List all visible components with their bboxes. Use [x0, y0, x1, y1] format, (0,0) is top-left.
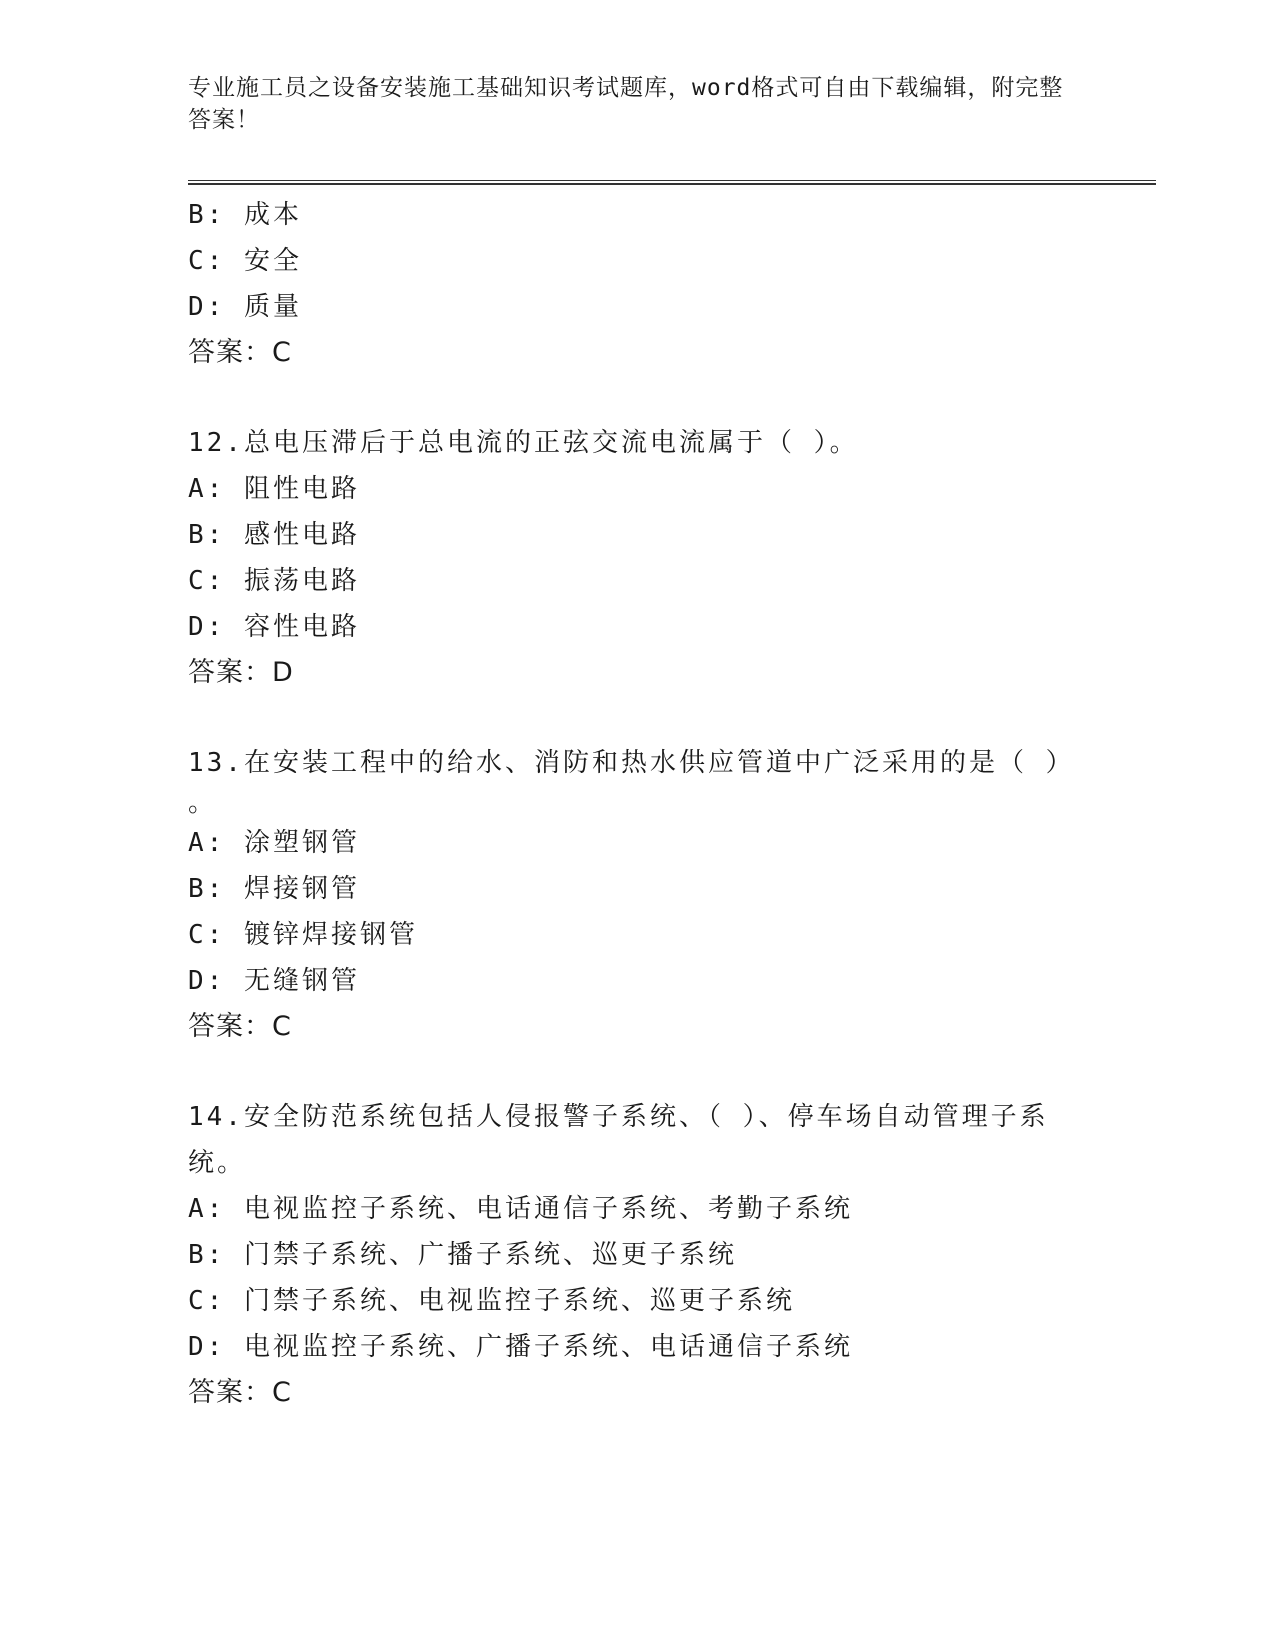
option-b: B: 成本: [188, 200, 302, 230]
option-d: D: 质量: [188, 292, 302, 322]
question-11-tail: [188, 192, 1068, 376]
option-b: B: 焊接钢管: [188, 874, 360, 904]
option-a: A: 涂塑钢管: [188, 828, 360, 858]
question-13: [188, 740, 1075, 1050]
option-d: D: 容性电路: [188, 612, 360, 642]
option-a: A: 电视监控子系统、电话通信子系统、考勤子系统: [188, 1194, 853, 1224]
option-c: C: 镀锌焊接钢管: [188, 920, 418, 950]
question-stem: 13.在安装工程中的给水、消防和热水供应管道中广泛采用的是（ ）: [188, 748, 1075, 778]
question-stem: 14.安全防范系统包括人侵报警子系统、（ ）、停车场自动管理子系: [188, 1102, 1049, 1132]
option-d: D: 电视监控子系统、广播子系统、电话通信子系统: [188, 1332, 853, 1362]
option-b: B: 感性电路: [188, 520, 360, 550]
document-header: 专业施工员之设备安装施工基础知识考试题库，word格式可自由下载编辑，附完整答案！: [188, 75, 1064, 133]
answer: 答案：D: [188, 657, 294, 688]
question-list: [188, 192, 1075, 1416]
header-divider: [188, 180, 1156, 185]
question-stem-continued: 统。: [188, 1148, 247, 1178]
question-stem-continued: 。: [188, 788, 218, 818]
question-stem: 12.总电压滞后于总电流的正弦交流电流属于（ ）。: [188, 428, 859, 458]
question-12: [188, 420, 1068, 696]
option-c: C: 安全: [188, 246, 302, 276]
option-a: A: 阻性电路: [188, 474, 360, 504]
option-b: B: 门禁子系统、广播子系统、巡更子系统: [188, 1240, 737, 1270]
answer: 答案：C: [188, 337, 292, 368]
answer: 答案：C: [188, 1011, 292, 1042]
answer: 答案：C: [188, 1377, 292, 1408]
option-d: D: 无缝钢管: [188, 966, 360, 996]
option-c: C: 振荡电路: [188, 566, 360, 596]
question-14: [188, 1094, 1068, 1416]
option-c: C: 门禁子系统、电视监控子系统、巡更子系统: [188, 1286, 795, 1316]
